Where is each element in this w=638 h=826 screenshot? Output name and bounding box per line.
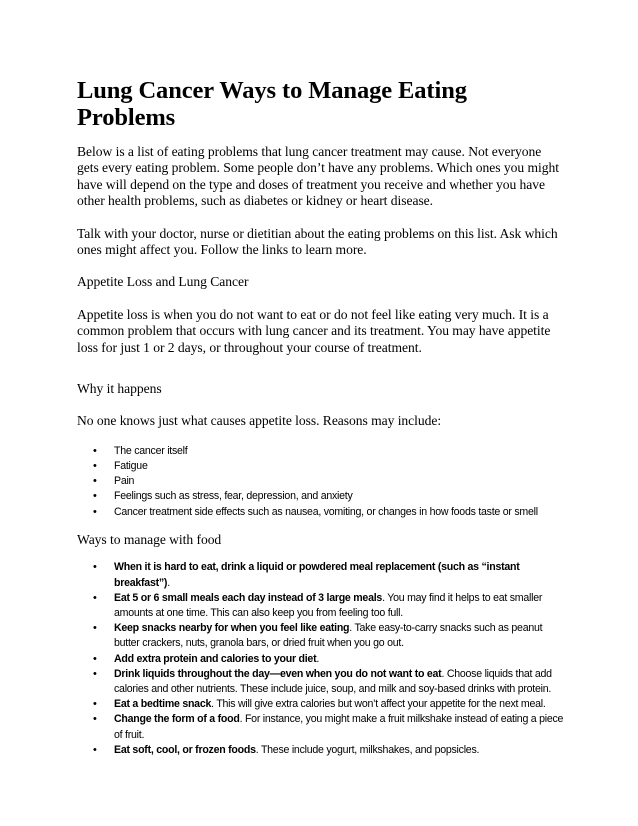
list-item: • Feelings such as stress, fear, depression, and anxiety [77, 489, 565, 504]
list-item: • Cancer treatment side effects such as nausea, vomiting, or changes in how foods taste or smell [77, 505, 565, 520]
list-item [77, 743, 565, 758]
list-item [77, 591, 565, 621]
tip-rest: . This will give extra calories but won’t affect your appetite for the next meal. [211, 698, 546, 711]
list-item: • Fatigue [77, 459, 565, 474]
talk-paragraph: Talk with your doctor, nurse or dietitian about the eating problems on this list. Ask which ones might affect you. Follow the links to learn more. [77, 225, 558, 258]
tip-lead: When it is hard to eat, drink a liquid or powdered meal replacement (such as “instant breakfast”) [114, 561, 520, 589]
list-item [77, 712, 565, 742]
tip-lead: Eat soft, cool, or frozen foods [114, 743, 256, 756]
ways-heading: Ways to manage with food [77, 531, 222, 547]
list-item [77, 621, 565, 651]
tip-rest: . You may find it helps to eat smaller amounts at one time. This can also keep you from feeling too full. [114, 591, 543, 619]
tip-lead: Eat 5 or 6 small meals each day instead of 3 large meals [114, 591, 383, 604]
tip-lead: Add extra protein and calories to your diet [114, 652, 317, 665]
tip-rest: . These include yogurt, milkshakes, and popsicles. [255, 743, 480, 756]
tip-rest: . [167, 576, 170, 589]
tip-rest: . [316, 652, 320, 665]
tip-lead: Drink liquids throughout the day—even when you do not want to eat [114, 667, 442, 680]
list-item [77, 560, 565, 590]
document-page [77, 0, 565, 758]
section-heading: Appetite Loss and Lung Cancer [77, 274, 249, 290]
page-title: Lung Cancer Ways to Manage Eating Problems [77, 77, 467, 131]
tips-list [77, 560, 565, 758]
list-item: • The cancer itself [77, 444, 565, 459]
reasons-list [77, 444, 565, 520]
why-heading: Why it happens [77, 381, 162, 397]
tip-rest: . Take easy-to-carry snacks such as peanut butter crackers, nuts, granola bars, or dried fruit when you go out. [114, 622, 543, 650]
tip-rest: . Choose liquids that add calories and other nutrients. These include juice, soup, and milk and soy-based drinks with protein. [114, 667, 552, 695]
why-paragraph: No one knows just what causes appetite loss. Reasons may include: [77, 413, 442, 429]
tip-lead: Change the form of a food [114, 713, 240, 726]
tip-lead: Eat a bedtime snack [114, 698, 212, 711]
list-item: • Pain [77, 474, 565, 489]
appetite-paragraph: Appetite loss is when you do not want to eat or do not feel like eating very much. It is a common problem that occurs with lung cancer and its treatment. You may have appetite loss for just 1 or 2 days, or throughout your course of treatment. [77, 306, 551, 355]
tip-rest: . For instance, you might make a fruit milkshake instead of eating a piece of fruit. [114, 713, 564, 741]
tip-lead: Keep snacks nearby for when you feel like eating [114, 622, 350, 635]
list-item [77, 667, 565, 697]
list-item [77, 652, 565, 667]
intro-paragraph: Below is a list of eating problems that lung cancer treatment may cause. Not everyone gets every eating problem. Some people don’t have any problems. Which ones you might have will depend on the type and doses of treatment you receive and whether you have other health problems, such as diabetes or kidney or heart disease. [77, 144, 559, 209]
list-item [77, 697, 565, 712]
